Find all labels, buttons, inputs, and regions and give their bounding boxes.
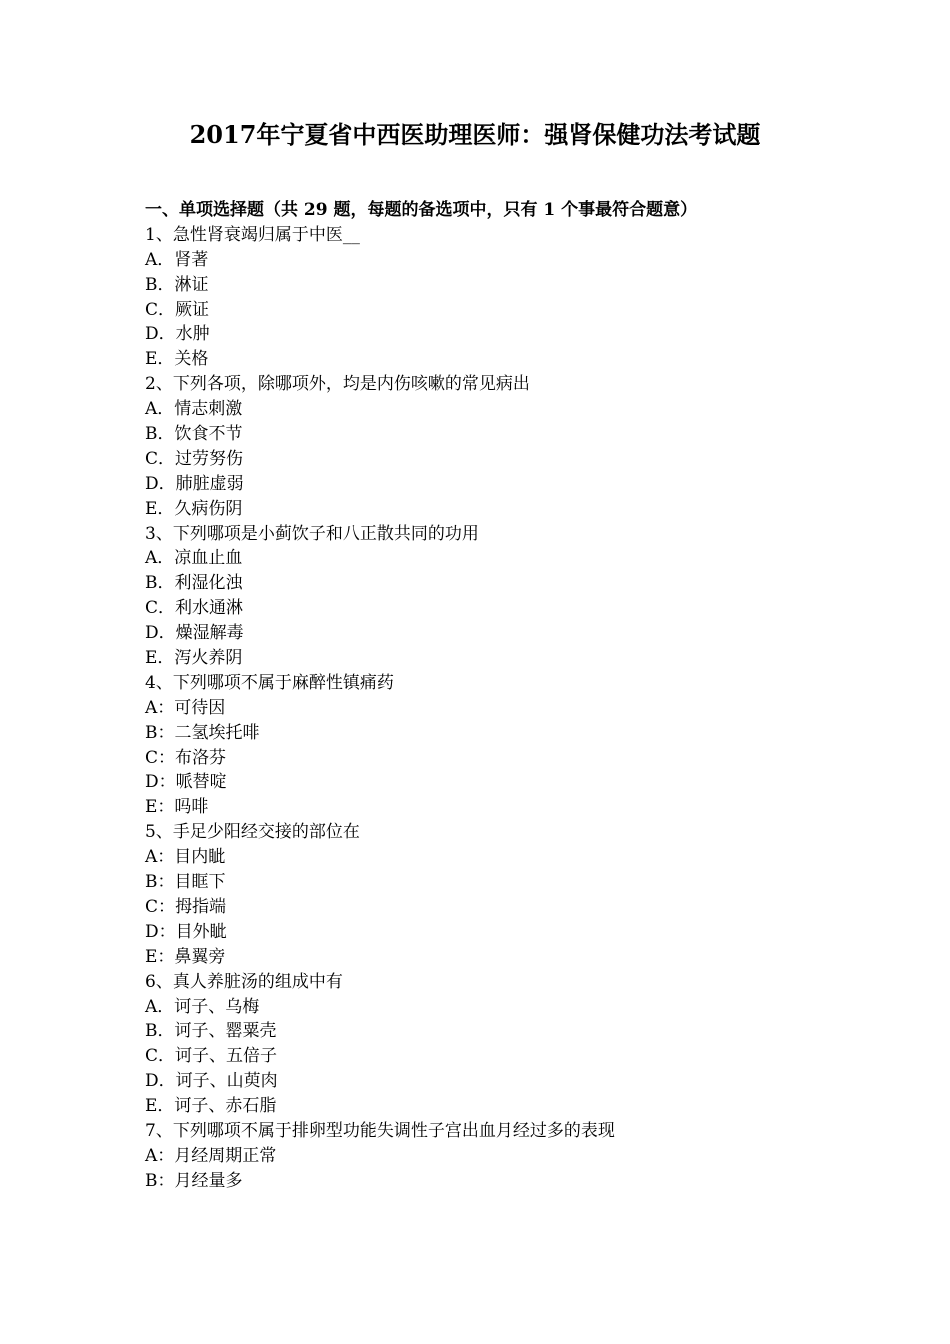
option-label: E．: [145, 349, 175, 370]
option-text: 诃子、山萸肉: [175, 1071, 278, 1092]
option-a: [145, 1144, 845, 1169]
question-stem: 2、下列各项，除哪项外，均是内伤咳嗽的常见病出: [145, 374, 530, 395]
option-c: [145, 1044, 845, 1069]
option-b: [145, 870, 845, 895]
option-label: E．: [145, 648, 175, 669]
option-label: A．: [145, 996, 175, 1017]
option-label: D：: [145, 772, 176, 793]
option-e: [145, 945, 845, 970]
option-text: 目内眦: [174, 847, 226, 868]
option-b: [145, 422, 845, 447]
option-b: [145, 1169, 845, 1194]
option-b: [145, 571, 845, 596]
option-b: [145, 273, 845, 298]
option-label: E．: [145, 1096, 175, 1117]
option-label: B．: [145, 274, 175, 295]
option-label: C．: [145, 598, 176, 619]
question-stem: 4、下列哪项不属于麻醉性镇痛药: [145, 672, 394, 693]
option-label: B：: [145, 872, 175, 893]
option-text: 久病伤阴: [174, 498, 243, 519]
option-label: C：: [145, 747, 176, 768]
option-label: D．: [145, 473, 176, 494]
option-a: [145, 397, 845, 422]
option-a: [145, 696, 845, 721]
question-list: [145, 198, 845, 1194]
option-label: D．: [145, 1071, 176, 1092]
option-label: C．: [145, 299, 176, 320]
option-text: 饮食不节: [174, 424, 243, 445]
option-d: [145, 920, 845, 945]
option-label: C：: [145, 896, 176, 917]
option-label: D．: [145, 324, 176, 345]
option-c: [145, 447, 845, 472]
option-text: 吗啡: [174, 797, 209, 818]
option-text: 诃子、乌梅: [174, 996, 260, 1017]
option-b: [145, 721, 845, 746]
option-text: 哌替啶: [175, 772, 227, 793]
option-text: 关格: [174, 349, 209, 370]
option-e: [145, 497, 845, 522]
option-text: 肺脏虚弱: [175, 473, 244, 494]
option-label: E．: [145, 498, 175, 519]
option-text: 厥证: [175, 299, 210, 320]
option-c: [145, 895, 845, 920]
option-text: 过劳努伤: [175, 448, 244, 469]
option-label: A：: [145, 697, 175, 718]
option-label: A：: [145, 1145, 175, 1166]
option-e: [145, 1094, 845, 1119]
option-text: 诃子、五倍子: [175, 1046, 278, 1067]
option-text: 利水通淋: [175, 598, 244, 619]
option-d: [145, 472, 845, 497]
option-text: 目外眦: [175, 921, 227, 942]
option-e: [145, 795, 845, 820]
option-text: 情志刺激: [174, 399, 243, 420]
option-label: A．: [145, 399, 175, 420]
option-label: E：: [145, 797, 175, 818]
option-text: 利湿化浊: [174, 573, 243, 594]
option-a: [145, 546, 845, 571]
option-text: 二氢埃托啡: [174, 722, 260, 743]
option-label: C．: [145, 1046, 176, 1067]
question-stem: 3、下列哪项是小蓟饮子和八正散共同的功用: [145, 523, 479, 544]
option-text: 燥湿解毒: [175, 623, 244, 644]
option-label: B．: [145, 573, 175, 594]
option-text: 布洛芬: [175, 747, 227, 768]
option-d: [145, 770, 845, 795]
option-label: B．: [145, 424, 175, 445]
option-a: [145, 845, 845, 870]
option-text: 月经量多: [174, 1170, 243, 1191]
option-text: 凉血止血: [174, 548, 243, 569]
question-stem: 5、手足少阳经交接的部位在: [145, 822, 360, 843]
page-title: 2017年宁夏省中西医助理医师：强肾保健功法考试题: [189, 120, 761, 149]
option-a: [145, 995, 845, 1020]
option-c: [145, 298, 845, 323]
question-stem: 6、真人养脏汤的组成中有: [145, 971, 343, 992]
option-text: 可待因: [174, 697, 226, 718]
option-c: [145, 746, 845, 771]
question-stem: 1、急性肾衰竭归属于中医__: [145, 224, 360, 245]
option-text: 拇指端: [175, 896, 227, 917]
option-text: 肾著: [174, 249, 209, 270]
option-d: [145, 621, 845, 646]
option-c: [145, 596, 845, 621]
option-d: [145, 1069, 845, 1094]
question-stem: 7、下列哪项不属于排卵型功能失调性子宫出血月经过多的表现: [145, 1120, 615, 1141]
option-label: D．: [145, 623, 176, 644]
option-label: B：: [145, 1170, 175, 1191]
option-label: D：: [145, 921, 176, 942]
option-b: [145, 1019, 845, 1044]
option-text: 目眶下: [174, 872, 226, 893]
option-e: [145, 646, 845, 671]
option-text: 淋证: [174, 274, 209, 295]
option-text: 泻火养阴: [174, 648, 243, 669]
option-text: 水肿: [175, 324, 210, 345]
option-label: A．: [145, 548, 175, 569]
option-d: [145, 322, 845, 347]
option-label: B：: [145, 722, 175, 743]
option-label: C．: [145, 448, 176, 469]
section-heading: 一、单项选择题（共 29 题，每题的备选项中，只有 1 个事最符合题意）: [145, 200, 698, 220]
option-label: B．: [145, 1021, 175, 1042]
option-label: A：: [145, 847, 175, 868]
option-text: 鼻翼旁: [174, 946, 226, 967]
option-text: 月经周期正常: [174, 1145, 277, 1166]
option-text: 诃子、罂粟壳: [174, 1021, 277, 1042]
option-label: A．: [145, 249, 175, 270]
option-text: 诃子、赤石脂: [174, 1096, 277, 1117]
option-e: [145, 347, 845, 372]
option-a: [145, 248, 845, 273]
option-label: E：: [145, 946, 175, 967]
